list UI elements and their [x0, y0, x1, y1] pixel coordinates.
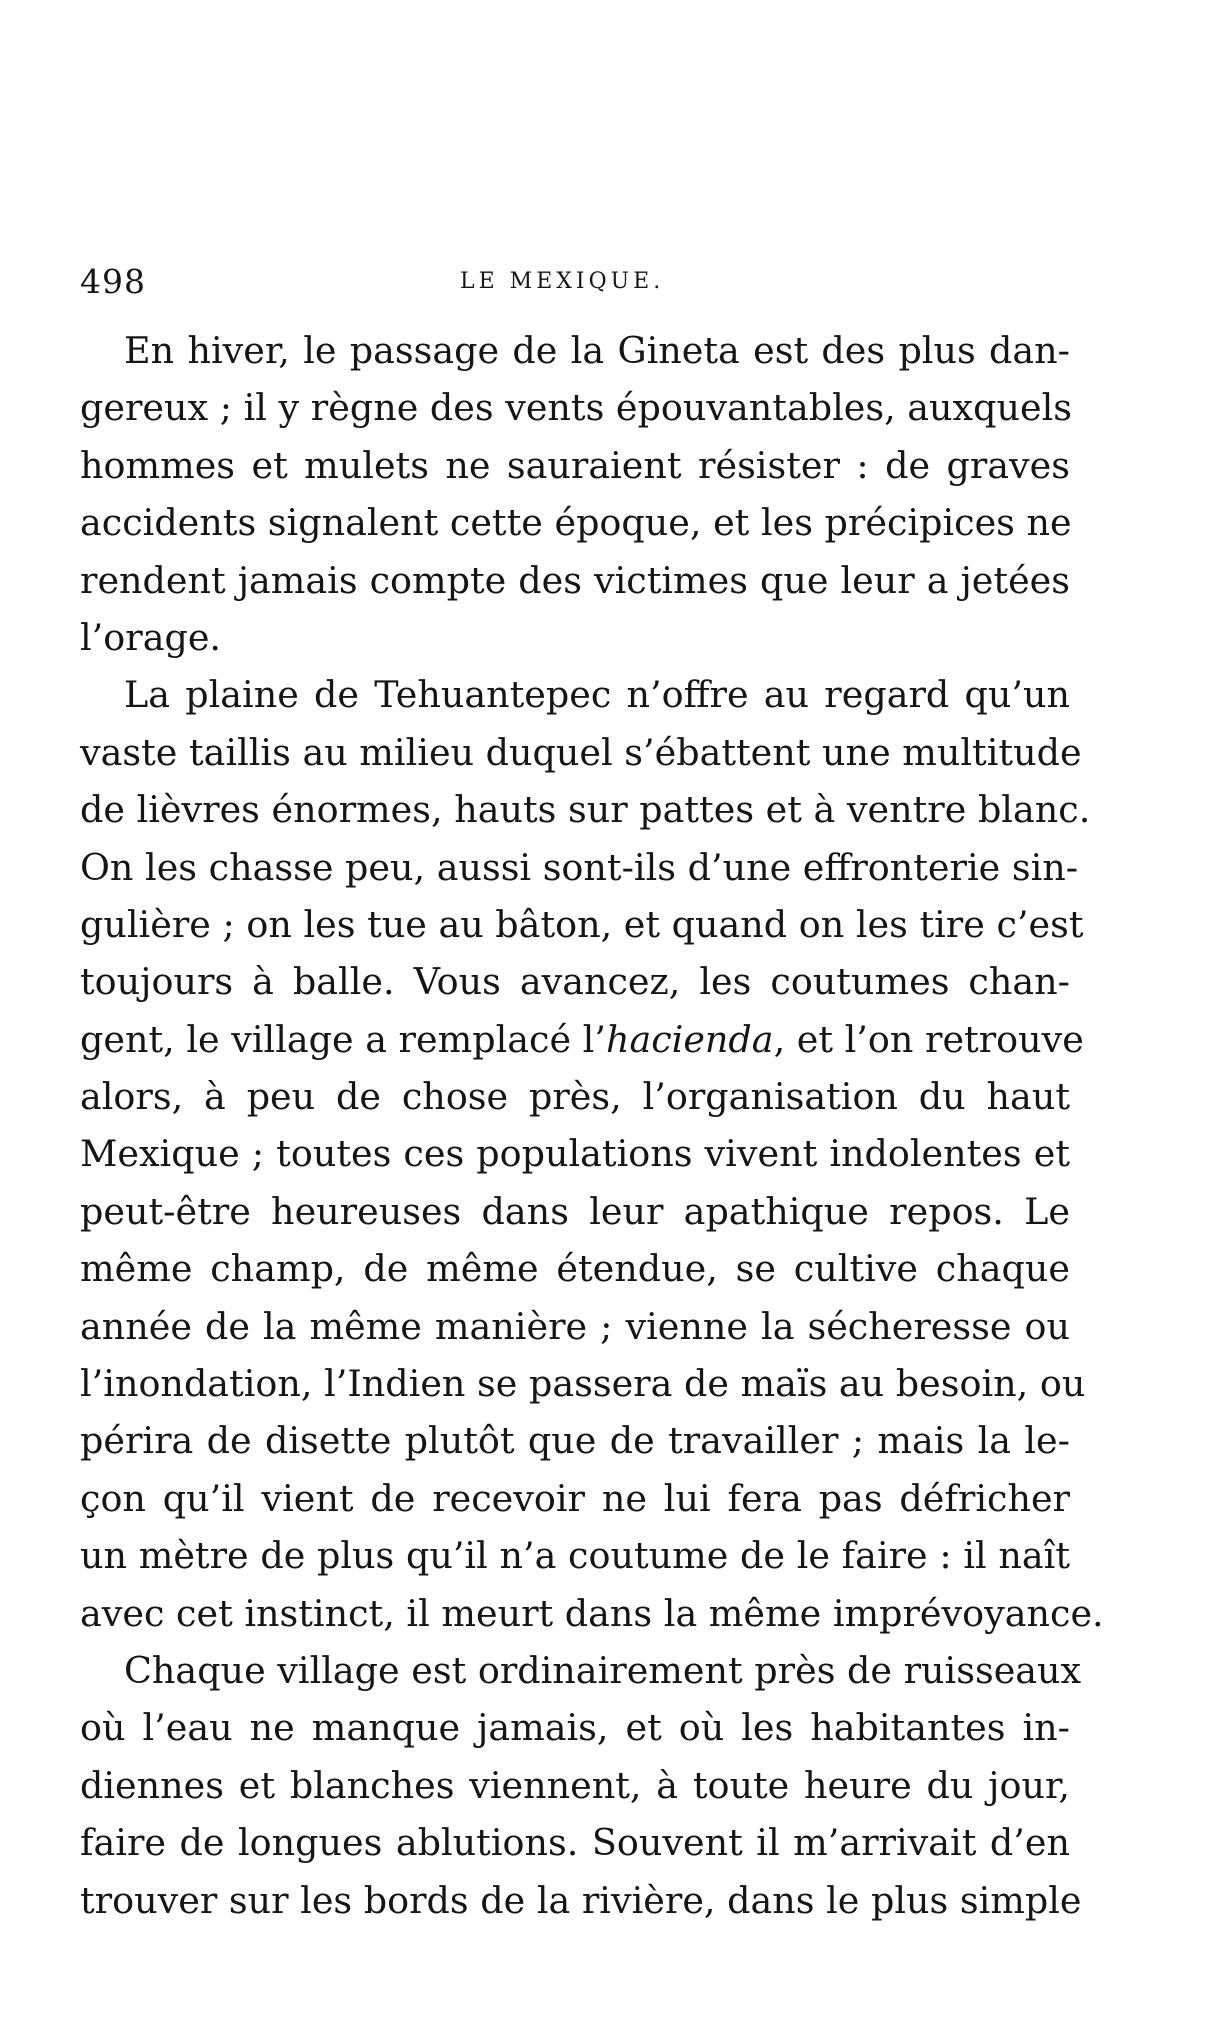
text-line: Mexique ; toutes ces populations vivent indolentes et	[80, 1132, 1070, 1176]
text-line: avec cet instinct, il meurt dans la même imprévoyance.	[80, 1591, 1104, 1635]
text-line: alors, à peu de chose près, l’organisation du haut	[80, 1075, 1070, 1119]
running-title: LE MEXIQUE.	[460, 269, 665, 294]
text-line: En hiver, le passage de la Gineta est des plus dan-	[124, 329, 1070, 372]
text-line: même champ, de même étendue, se cultive chaque	[80, 1247, 1070, 1291]
text-line: accidents signalent cette époque, et les précipices ne	[80, 501, 1072, 545]
text-fragment: gent, le village a remplacé l’	[80, 1017, 606, 1061]
text-line: La plaine de Tehuantepec n’offre au regard qu’un	[124, 673, 1070, 717]
body-text	[80, 322, 1104, 1929]
running-head	[80, 262, 1070, 302]
text-line: de lièvres énormes, hauts sur pattes et à ventre blanc.	[80, 788, 1091, 832]
text-line: çon qu’il vient de recevoir ne lui fera pas défricher	[80, 1476, 1070, 1520]
text-line: diennes et blanches viennent, à toute heure du jour,	[80, 1763, 1070, 1807]
text-fragment: , et l’on retrouve	[773, 1017, 1084, 1061]
text-line: un mètre de plus qu’il n’a coutume de le faire : il naît	[80, 1534, 1070, 1578]
text-line: Chaque village est ordinairement près de ruisseaux	[124, 1648, 1082, 1692]
text-line: vaste taillis au milieu duquel s’ébattent une multitude	[80, 730, 1082, 774]
text-line: gereux ; il y règne des vents épouvantables, auxquels	[80, 386, 1073, 430]
text-line: l’orage.	[80, 615, 222, 659]
text-line: rendent jamais compte des victimes que leur a jetées	[80, 558, 1070, 602]
text-line: trouver sur les bords de la rivière, dans le plus simple	[80, 1878, 1082, 1922]
text-line: On les chasse peu, aussi sont-ils d’une effronterie sin-	[80, 845, 1079, 889]
text-line: où l’eau ne manque jamais, et où les habitantes in-	[80, 1706, 1070, 1750]
text-line: hommes et mulets ne sauraient résister : de graves	[80, 443, 1070, 487]
text-line: gulière ; on les tue au bâton, et quand on les tire c’est	[80, 902, 1084, 946]
page-number: 498	[80, 262, 146, 301]
text-line: l’inondation, l’Indien se passera de maïs au besoin, ou	[80, 1362, 1086, 1406]
text-line: faire de longues ablutions. Souvent il m’arrivait d’en	[80, 1821, 1070, 1865]
text-line: peut-être heureuses dans leur apathique repos. Le	[80, 1189, 1070, 1233]
italic-word: hacienda	[605, 1017, 774, 1061]
text-line: périra de disette plutôt que de travailler ; mais la le-	[80, 1419, 1070, 1463]
text-line: toujours à balle. Vous avancez, les coutumes chan-	[80, 960, 1070, 1004]
text-line: année de la même manière ; vienne la sécheresse ou	[80, 1304, 1070, 1348]
text-line-with-italic	[80, 1011, 1084, 1068]
